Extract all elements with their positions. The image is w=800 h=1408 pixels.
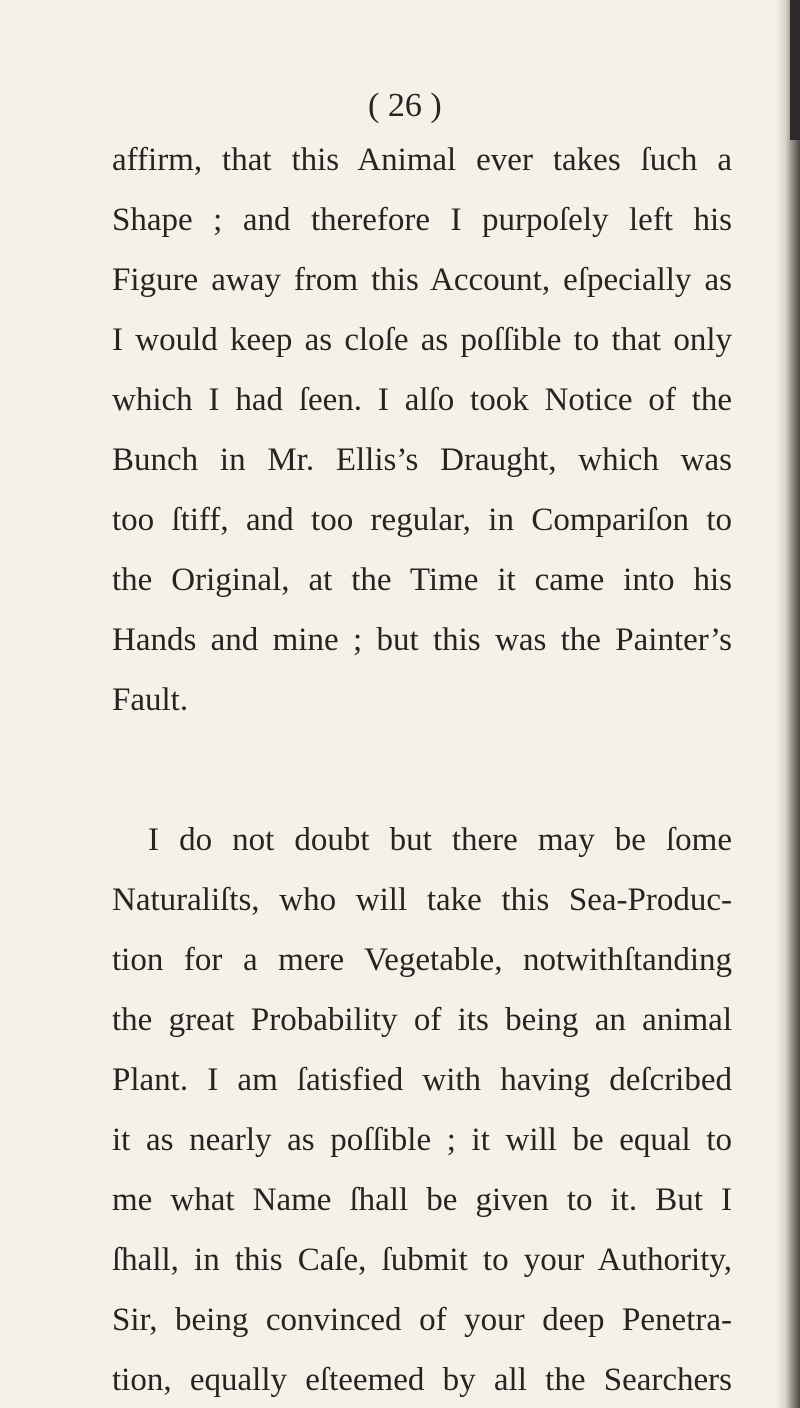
text-line: Sir, being convinced of your deep Penetra-	[112, 1302, 732, 1338]
text-line: tion, equally eſteemed by all the Searchers	[112, 1362, 732, 1398]
page-edge-shadow	[776, 0, 800, 1408]
text-line: Hands and mine ; but this was the Painter’s	[112, 622, 732, 658]
text-line: I would keep as cloſe as poſſible to that only	[112, 322, 732, 358]
text-line: Bunch in Mr. Ellis’s Draught, which was	[112, 442, 732, 478]
text-line: Fault.	[112, 682, 189, 718]
text-line: Plant. I am ſatisfied with having deſcribed	[112, 1062, 732, 1098]
text-line: me what Name ſhall be given to it. But I	[112, 1182, 732, 1218]
text-line: the Original, at the Time it came into his	[112, 562, 732, 598]
text-line: too ſtiff, and too regular, in Compariſon to	[112, 502, 732, 538]
text-line: the great Probability of its being an animal	[112, 1002, 732, 1038]
text-line: Figure away from this Account, eſpecially as	[112, 262, 732, 298]
page-number: ( 26 )	[368, 87, 442, 124]
text-line: affirm, that this Animal ever takes ſuch a	[112, 142, 732, 178]
text-line: I do not doubt but there may be ſome	[148, 822, 732, 858]
text-line: it as nearly as poſſible ; it will be equal to	[112, 1122, 732, 1158]
text-line: Shape ; and therefore I purpoſely left his	[112, 202, 732, 238]
text-line: ſhall, in this Caſe, ſubmit to your Authority,	[112, 1242, 732, 1278]
text-line: which I had ſeen. I alſo took Notice of the	[112, 382, 732, 418]
text-line: Naturaliſts, who will take this Sea-Produc-	[112, 882, 732, 918]
page-edge-dark-corner	[790, 0, 800, 140]
text-line: tion for a mere Vegetable, notwithſtanding	[112, 942, 732, 978]
